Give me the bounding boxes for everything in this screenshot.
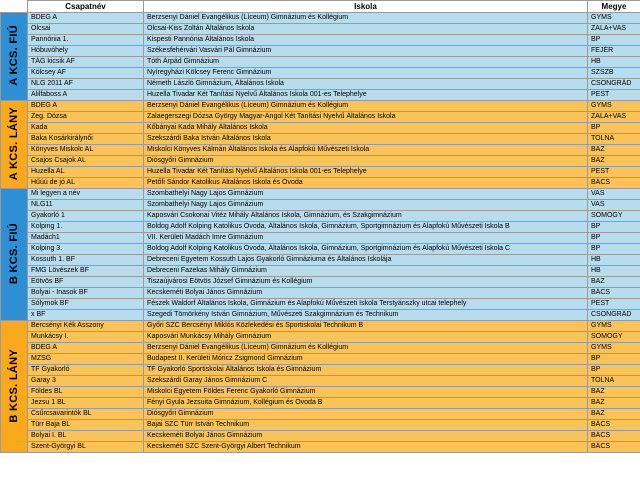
table-row <box>1 46 640 57</box>
team-cell: Kada <box>28 123 144 134</box>
team-cell: Szent-Györgyi BL <box>28 442 144 453</box>
school-cell: Berzsenyi Dániel Evangélikus (Líceum) Gimnázium és Kollégium <box>144 13 588 24</box>
table-row <box>1 35 640 46</box>
table-row <box>1 409 640 420</box>
county-cell: PEST <box>588 167 640 178</box>
table-row <box>1 376 640 387</box>
school-cell: Diósgyőri Gimnázium <box>144 156 588 167</box>
team-cell: Eötvös BF <box>28 277 144 288</box>
school-cell: Bajai SZC Türr István Technikum <box>144 420 588 431</box>
team-cell: Munkácsy I. <box>28 332 144 343</box>
school-cell: Debreceni Egyetem Kossuth Lajos Gyakorló Gimnáziuma és Általános Iskolája <box>144 255 588 266</box>
team-cell: TÁG kicsik AF <box>28 57 144 68</box>
school-cell: Németh László Gimnázium, Általános Iskola <box>144 79 588 90</box>
table-row <box>1 13 640 24</box>
table-row <box>1 233 640 244</box>
county-cell: GYMS <box>588 343 640 354</box>
school-cell: Székesfehérvári Vasvári Pál Gimnázium <box>144 46 588 57</box>
county-cell: PEST <box>588 90 640 101</box>
table-row <box>1 156 640 167</box>
school-cell: Szombathelyi Nagy Lajos Gimnázium <box>144 189 588 200</box>
table-row <box>1 244 640 255</box>
school-cell: Kispesti Pannónia Általános Iskola <box>144 35 588 46</box>
table-row <box>1 24 640 35</box>
table-row <box>1 222 640 233</box>
county-cell: BAZ <box>588 145 640 156</box>
group-label-cell <box>1 13 28 101</box>
team-cell: NLG 2011 AF <box>28 79 144 90</box>
school-cell: Olcsai-Kiss Zoltán Általános Iskola <box>144 24 588 35</box>
group-label: A KCS. LÁNY <box>8 106 20 181</box>
team-cell: Garay 3 <box>28 376 144 387</box>
school-cell: Kaposvári Munkácsy Mihály Gimnázium <box>144 332 588 343</box>
county-column-header: Megye <box>588 1 640 13</box>
school-cell: Szekszárdi Baka István Általános Iskola <box>144 134 588 145</box>
school-cell: Kecskeméti Bolyai János Gimnázium <box>144 288 588 299</box>
team-cell: Hűúú de jó AL <box>28 178 144 189</box>
team-cell: Sólymok BF <box>28 299 144 310</box>
team-cell: Kölcsey AF <box>28 68 144 79</box>
school-cell: Kaposvári Csokonai Vitéz Mihály Általános Iskola, Gimnázium, és Szakgimnázium <box>144 211 588 222</box>
school-cell: VII. Kerületi Madách Imre Gimnázium <box>144 233 588 244</box>
table-body <box>1 13 640 453</box>
county-cell: CSONGRÁD <box>588 310 640 321</box>
county-cell: TOLNA <box>588 376 640 387</box>
school-cell: Kecskeméti Bolyai János Gimnázium <box>144 431 588 442</box>
team-cell: Gyakorló 1 <box>28 211 144 222</box>
county-cell: HB <box>588 57 640 68</box>
county-cell: BP <box>588 35 640 46</box>
group-label-cell <box>1 321 28 453</box>
school-cell: Győri SZC Bercsényi Miklós Közlekedési és Sportiskolai Technikum B <box>144 321 588 332</box>
team-cell: Zeg. Dózsa <box>28 112 144 123</box>
team-cell: Baka Kosárkirálynői <box>28 134 144 145</box>
school-cell: TF Gyakorló Sportiskolai Általános Iskola és Gimnázium <box>144 365 588 376</box>
team-cell: Bolyai I. BL <box>28 431 144 442</box>
school-cell: Szekszárdi Garay János Gimnázium C <box>144 376 588 387</box>
county-cell: ZALA+VAS <box>588 112 640 123</box>
county-cell: GYMS <box>588 101 640 112</box>
team-cell: Alilfaboss A <box>28 90 144 101</box>
table-row <box>1 420 640 431</box>
county-cell: SOMOGY <box>588 332 640 343</box>
header-row <box>1 1 640 13</box>
county-cell: BP <box>588 365 640 376</box>
group-label: A KCS. FIÚ <box>8 25 20 86</box>
school-cell: Diósgyőri Gimnázium <box>144 409 588 420</box>
county-cell: BP <box>588 354 640 365</box>
team-cell: Bolyai - Inasok BF <box>28 288 144 299</box>
school-cell: Huzella Tivadar Két Tanítási Nyelvű Általános Iskola 001-es Telephelye <box>144 167 588 178</box>
team-cell: Jezsu 1 BL <box>28 398 144 409</box>
table-row <box>1 200 640 211</box>
table-row <box>1 112 640 123</box>
table-row <box>1 79 640 90</box>
team-cell: Könyves Miskolc AL <box>28 145 144 156</box>
county-cell: BÁCS <box>588 420 640 431</box>
table-row <box>1 398 640 409</box>
school-cell: Boldog Adolf Kolping Katolikus Óvoda, Általános Iskola, Gimnázium, Sportgimnázium és Alapfokú Művészeti Iskola B <box>144 222 588 233</box>
table-row <box>1 189 640 200</box>
county-cell: HB <box>588 266 640 277</box>
county-cell: BAZ <box>588 409 640 420</box>
group-label: B KCS. FIÚ <box>8 222 20 285</box>
county-cell: BAZ <box>588 277 640 288</box>
team-cell: Csajos Csajok AL <box>28 156 144 167</box>
table-row <box>1 310 640 321</box>
county-cell: BP <box>588 222 640 233</box>
table-row <box>1 288 640 299</box>
county-cell: BAZ <box>588 398 640 409</box>
school-cell: Berzsenyi Dániel Evangélikus (Líceum) Gimnázium és Kollégium <box>144 101 588 112</box>
county-cell: GYMS <box>588 321 640 332</box>
team-cell: Kolping 1. <box>28 222 144 233</box>
table-row <box>1 145 640 156</box>
county-cell: SZSZB <box>588 68 640 79</box>
county-cell: FEJÉR <box>588 46 640 57</box>
group-label-cell <box>1 101 28 189</box>
table-row <box>1 123 640 134</box>
team-cell: Földes BL <box>28 387 144 398</box>
team-cell: BDEG A <box>28 101 144 112</box>
school-cell: Tiszaújvárosi Eötvös József Gimnázium és Kollégium <box>144 277 588 288</box>
team-cell: MZSG <box>28 354 144 365</box>
school-cell: Kecskeméti SZC Szent-Györgyi Albert Technikum <box>144 442 588 453</box>
table-row <box>1 431 640 442</box>
county-cell: BÁCS <box>588 442 640 453</box>
team-cell: Bercsényi Kék Asszony <box>28 321 144 332</box>
table-row <box>1 442 640 453</box>
table-row <box>1 277 640 288</box>
school-cell: Szegedi Tömörkény István Gimnázium, Művészeti Szakgimnázium és Technikum <box>144 310 588 321</box>
group-label-cell <box>1 189 28 321</box>
table-row <box>1 68 640 79</box>
table-row <box>1 321 640 332</box>
school-cell: Miskolci Egyetem Földes Ferenc Gyakorló Gimnázium <box>144 387 588 398</box>
school-cell: Nyíregyházi Kölcsey Ferenc Gimnázium <box>144 68 588 79</box>
team-cell: Pannónia 1. <box>28 35 144 46</box>
county-cell: BÁCS <box>588 288 640 299</box>
school-cell: Tóth Árpád Gimnázium <box>144 57 588 68</box>
school-cell: Boldog Adolf Kolping Katolikus Óvoda, Általános Iskola, Gimnázium, Sportgimnázium és Alapfokú Művészeti Iskola C <box>144 244 588 255</box>
county-cell: SOMOGY <box>588 211 640 222</box>
group-label: B KCS. LÁNY <box>8 348 20 423</box>
county-cell: VAS <box>588 189 640 200</box>
table-row <box>1 101 640 112</box>
table-row <box>1 167 640 178</box>
county-cell: HB <box>588 255 640 266</box>
school-cell: Szombathelyi Nagy Lajos Gimnázium <box>144 200 588 211</box>
county-cell: ZALA+VAS <box>588 24 640 35</box>
table-row <box>1 178 640 189</box>
school-cell: Berzsenyi Dániel Evangélikus (Líceum) Gimnázium és Kollégium <box>144 343 588 354</box>
team-column-header: Csapatnév <box>28 1 144 13</box>
school-cell: Fészek Waldorf Általános Iskola, Gimnázium és Alapfokú Művészeti Iskola Terstyánszky utcai telephely <box>144 299 588 310</box>
county-cell: BP <box>588 233 640 244</box>
team-cell: Olcsai <box>28 24 144 35</box>
team-cell: x BF <box>28 310 144 321</box>
table-row <box>1 354 640 365</box>
county-cell: GYMS <box>588 13 640 24</box>
school-cell: Fényi Gyula Jezsuita Gimnázium, Kollégium és Óvoda B <box>144 398 588 409</box>
team-cell: Kossuth 1. BF <box>28 255 144 266</box>
county-cell: BP <box>588 244 640 255</box>
school-cell: Miskolci Könyves Kálmán Általános Iskola és Alapfokú Művészeti Iskola <box>144 145 588 156</box>
team-cell: Türr Baja BL <box>28 420 144 431</box>
school-cell: Debreceni Fazekas Mihály Gimnázium <box>144 266 588 277</box>
table-row <box>1 299 640 310</box>
team-cell: Csűrcsavarintók BL <box>28 409 144 420</box>
school-cell: Kőbányai Kada Mihály Általános Iskola <box>144 123 588 134</box>
school-cell: Zalaegerszegi Dózsa György Magyar-Angol Két Tanítási Nyelvű Általános Iskola <box>144 112 588 123</box>
table-row <box>1 134 640 145</box>
county-cell: CSONGRÁD <box>588 79 640 90</box>
table-row <box>1 266 640 277</box>
county-cell: BÁCS <box>588 431 640 442</box>
school-cell: Huzella Tivadar Két Tanítási Nyelvű Általános Iskola 001-es Telephelye <box>144 90 588 101</box>
team-cell: Mi legyen a név <box>28 189 144 200</box>
county-cell: BÁCS <box>588 178 640 189</box>
school-cell: Budapest II. Kerületi Móricz Zsigmond Gimnázium <box>144 354 588 365</box>
county-cell: BAZ <box>588 387 640 398</box>
table-row <box>1 387 640 398</box>
table-row <box>1 332 640 343</box>
team-cell: FMG Lövészek BF <box>28 266 144 277</box>
team-cell: BDEG A <box>28 343 144 354</box>
school-column-header: Iskola <box>144 1 588 13</box>
team-cell: NLG11 <box>28 200 144 211</box>
school-cell: Petőfi Sándor Katolikus Általános Iskola és Óvoda <box>144 178 588 189</box>
table-row <box>1 365 640 376</box>
county-cell: VAS <box>588 200 640 211</box>
team-cell: BDEG A <box>28 13 144 24</box>
table-row <box>1 90 640 101</box>
county-cell: PEST <box>588 299 640 310</box>
county-cell: TOLNA <box>588 134 640 145</box>
table-row <box>1 343 640 354</box>
table-row <box>1 57 640 68</box>
team-cell: TF Gyakorló <box>28 365 144 376</box>
team-cell: Madách1 <box>28 233 144 244</box>
group-header-cell <box>1 1 28 13</box>
county-cell: BP <box>588 123 640 134</box>
table-row <box>1 255 640 266</box>
table-row <box>1 211 640 222</box>
team-cell: Huzella AL <box>28 167 144 178</box>
county-cell: BAZ <box>588 156 640 167</box>
team-cell: Hóbuvóhely <box>28 46 144 57</box>
team-cell: Kolping 3. <box>28 244 144 255</box>
